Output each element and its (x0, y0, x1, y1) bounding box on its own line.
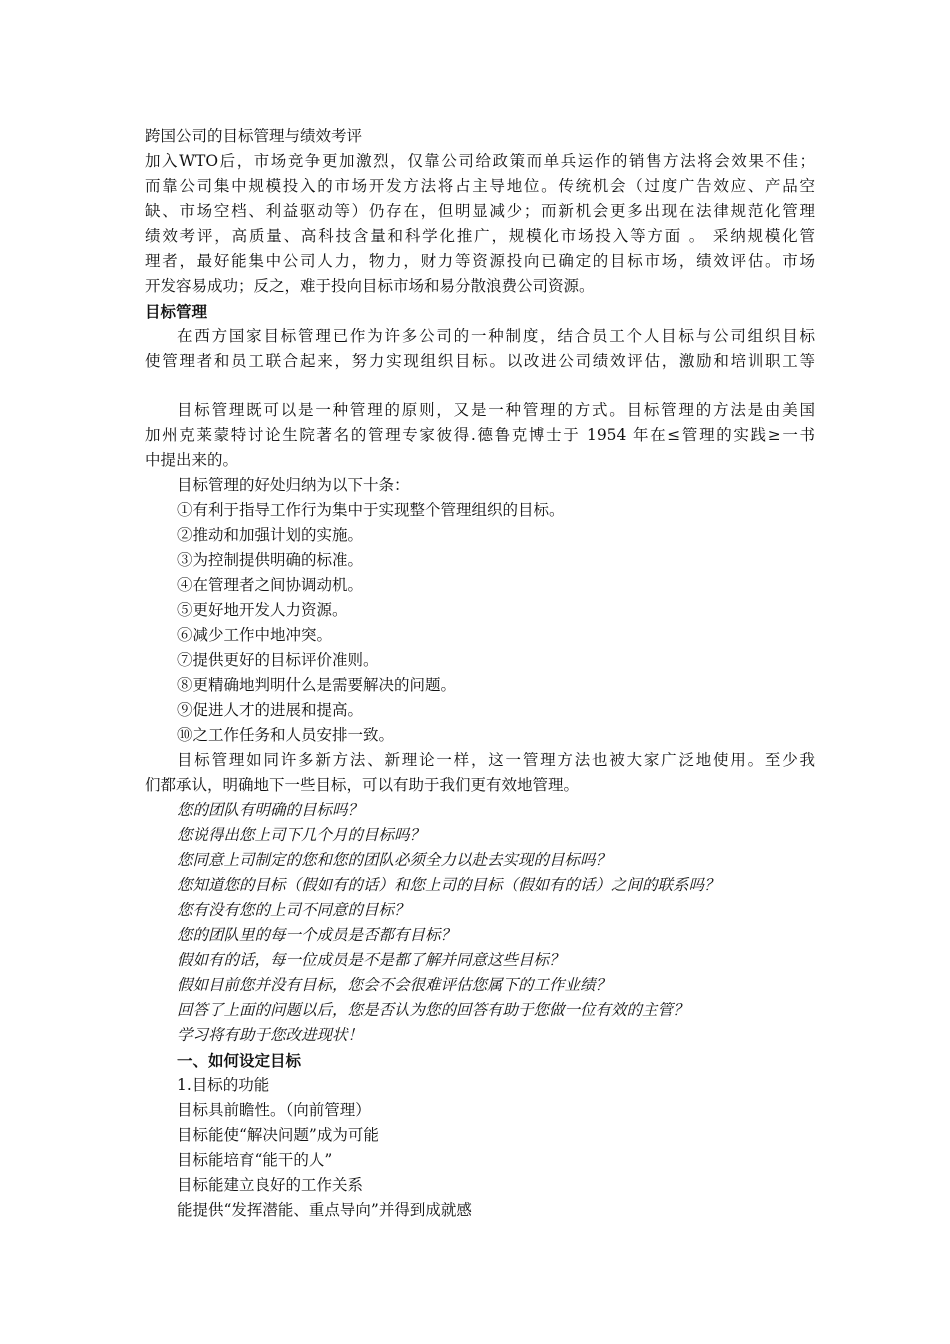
intro-line: 缺、市场空档、利益驱动等）仍存在，但明显减少；而新机会更多出现在法律规范化管理 (145, 202, 815, 220)
function-item: 目标能使“解决问题”成为可能 (177, 1126, 379, 1144)
section-heading: 一、如何设定目标 (177, 1051, 302, 1070)
paragraph-line: 中提出来的。 (145, 451, 239, 469)
intro-line: 理者，最好能集中公司人力，物力，财力等资源投向已确定的目标市场，绩效评估。市场 (145, 252, 815, 270)
benefit-item: ⑤更好地开发人力资源。 (177, 601, 348, 619)
paragraph-line: 使管理者和员工联合起来，努力实现组织目标。以改进公司绩效评估，激励和培训职工等 (145, 352, 815, 370)
question-item: 假如有的话，每一位成员是不是都了解并同意这些目标？ (177, 951, 565, 969)
function-item: 目标能培育“能干的人” (177, 1151, 333, 1169)
document-title: 跨国公司的目标管理与绩效考评 (145, 127, 363, 145)
paragraph-line: 目标管理既可以是一种管理的原则，又是一种管理的方式。目标管理的方法是由美国 (177, 401, 815, 419)
function-item: 目标能建立良好的工作关系 (177, 1176, 364, 1194)
benefit-item: ③为控制提供明确的标准。 (177, 551, 364, 569)
benefit-item: ①有利于指导工作行为集中于实现整个管理组织的目标。 (177, 501, 565, 519)
benefit-item: ⑩之工作任务和人员安排一致。 (177, 726, 395, 744)
function-item: 目标具前瞻性。（向前管理） (177, 1101, 371, 1119)
subsection-heading: 1.目标的功能 (177, 1076, 270, 1094)
question-item: 您同意上司制定的您和您的团队必须全力以赴去实现的目标吗？ (177, 851, 612, 869)
function-item: 能提供“发挥潜能、重点导向”并得到成就感 (177, 1201, 472, 1219)
intro-line: 加入WTO后，市场竞争更加激烈，仅靠公司给政策而单兵运作的销售方法将会效果不佳； (145, 152, 815, 170)
question-item: 您说得出您上司下几个月的目标吗？ (177, 826, 426, 844)
question-item: 您的团队有明确的目标吗？ (177, 801, 364, 819)
paragraph-line: 们都承认，明确地下一些目标，可以有助于我们更有效地管理。 (145, 776, 580, 794)
benefit-item: ⑨促进人才的进展和提高。 (177, 701, 364, 719)
benefits-intro: 目标管理的好处归纳为以下十条： (177, 476, 410, 494)
benefit-item: ⑦提供更好的目标评价准则。 (177, 651, 379, 669)
question-item: 您的团队里的每一个成员是否都有目标？ (177, 926, 457, 944)
intro-line: 而靠公司集中规模投入的市场开发方法将占主导地位。传统机会（过度广告效应、产品空 (145, 177, 815, 195)
intro-line: 开发容易成功；反之，难于投向目标市场和易分散浪费公司资源。 (145, 277, 595, 295)
question-item: 假如目前您并没有目标，您会不会很难评估您属下的工作业绩？ (177, 976, 612, 994)
question-item: 回答了上面的问题以后，您是否认为您的回答有助于您做一位有效的主管？ (177, 1001, 689, 1019)
paragraph-line: 在西方国家目标管理已作为许多公司的一种制度，结合员工个人目标与公司组织目标 (177, 327, 815, 345)
benefit-item: ⑥减少工作中地冲突。 (177, 626, 333, 644)
paragraph-line: 目标管理如同许多新方法、新理论一样，这一管理方法也被大家广泛地使用。至少我 (177, 751, 815, 769)
question-item: 您有没有您的上司不同意的目标？ (177, 901, 410, 919)
section-heading: 目标管理 (145, 302, 208, 321)
benefit-item: ⑧更精确地判明什么是需要解决的问题。 (177, 676, 457, 694)
benefit-item: ②推动和加强计划的实施。 (177, 526, 364, 544)
intro-line: 绩效考评，高质量、高科技含量和科学化推广，规模化市场投入等方面 。 采纳规模化管 (145, 227, 815, 245)
benefit-item: ④在管理者之间协调动机。 (177, 576, 364, 594)
question-item: 学习将有助于您改进现状！ (177, 1026, 364, 1044)
question-item: 您知道您的目标（假如有的话）和您上司的目标（假如有的话）之间的联系吗？ (177, 876, 720, 894)
paragraph-line: 加州克莱蒙特讨论生院著名的管理专家彼得.德鲁克博士于 1954 年在≤管理的实践≥一书 (145, 426, 815, 444)
